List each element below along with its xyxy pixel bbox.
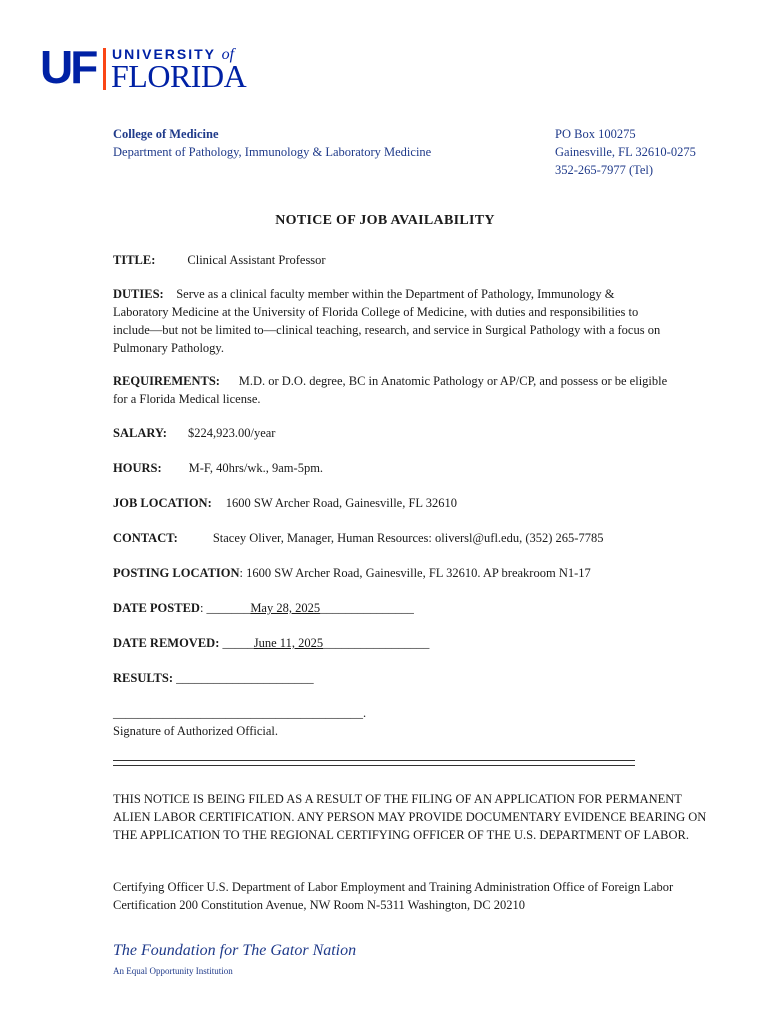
date-removed-label: DATE REMOVED: [113,636,220,650]
salary-value: $224,923.00/year [187,426,276,440]
date-posted-blank-pre: : _______ [199,601,251,615]
duties-row [113,285,673,357]
date-removed-blank-post: _________________ [323,636,430,650]
title-label: TITLE: [113,253,156,267]
results-label: RESULTS: [113,671,173,685]
contact-value: Stacey Oliver, Manager, Human Resources: oliversl@ufl.edu, (352) 265-7785 [212,531,604,545]
signature-label: Signature of Authorized Official. [113,724,279,738]
signature-block [113,704,673,740]
signature-line: ________________________________________. [113,706,367,720]
date-posted-blank-post: _______________ [320,601,414,615]
phone: 352-265-7977 (Tel) [555,163,654,177]
hours-label: HOURS: [113,461,162,475]
posting-location-value: : 1600 SW Archer Road, Gainesville, FL 32610. AP breakroom N1-17 [239,566,591,580]
salary-row [113,424,673,442]
salary-label: SALARY: [113,426,167,440]
city-state-zip: Gainesville, FL 32610-0275 [555,145,696,159]
logo-florida: FLORIDA [111,58,247,94]
notice-title: NOTICE OF JOB AVAILABILITY [275,213,495,228]
date-posted-label: DATE POSTED [113,601,200,615]
certifying-officer-address: Certifying Officer U.S. Department of Labor Employment and Training Administration Office of Foreign Labor Certification 200 Constitution Avenue, NW Room N-5311 Washington, DC 20210 [113,880,674,912]
logo-of: of [221,46,235,63]
equal-opportunity-text: An Equal Opportunity Institution [113,966,233,976]
job-location-label: JOB LOCATION: [113,496,212,510]
po-box: PO Box 100275 [555,127,636,141]
hours-value: M-F, 40hrs/wk., 9am-5pm. [188,461,324,475]
date-removed-blank-pre: _____ [219,636,254,650]
requirements-value: M.D. or D.O. degree, BC in Anatomic Pathology or AP/CP, and possess or be eligible for a Florida Medical license. [113,374,668,406]
requirements-label: REQUIREMENTS: [113,374,220,388]
department-name: Department of Pathology, Immunology & Laboratory Medicine [113,145,432,159]
job-location-value: 1600 SW Archer Road, Gainesville, FL 32610 [225,496,457,510]
results-blank: ______________________ [173,671,314,685]
date-removed-value: June 11, 2025 [253,636,324,650]
date-posted-row [113,599,673,617]
title-value: Clinical Assistant Professor [187,253,326,267]
duties-label: DUTIES: [113,287,164,301]
labor-certification-notice: THIS NOTICE IS BEING FILED AS A RESULT OF THE FILING OF AN APPLICATION FOR PERMANENT ALIEN LABOR CERTIFICATION. ANY PERSON MAY PROVIDE DOCUMENTARY EVIDENCE BEARING ON THE APPLICATION TO THE REGIONAL CERTIFYING OFFICER OF THE U.S. DEPARTMENT OF LABOR. [113,792,707,842]
posting-location-label: POSTING LOCATION [113,566,240,580]
job-location-row [113,494,673,512]
header-left [113,125,431,161]
logo-divider [103,48,106,90]
title-row [113,251,673,269]
date-posted-value: May 28, 2025 [250,601,321,615]
duties-value: Serve as a clinical faculty member within the Department of Pathology, Immunology & Laboratory Medicine at the University of Florida College of Medicine, with duties and responsibilities to include—but not be limited to—clinical teaching, research, and service in Surgical Pathology with a focus on Pulmonary Pathology. [113,287,661,355]
foundation-tagline: The Foundation for The Gator Nation [113,942,357,959]
contact-label: CONTACT: [113,531,178,545]
header-address [555,125,696,179]
logo-university-text: UNIVERSITY [112,46,216,62]
posting-location-row [113,564,713,582]
hours-row [113,459,673,477]
double-rule-divider [113,760,635,766]
logo-uf-letters: UF [40,41,96,93]
requirements-row [113,372,673,408]
contact-row [113,529,713,547]
college-name: College of Medicine [113,127,219,141]
date-removed-row [113,634,673,652]
results-row [113,669,673,687]
